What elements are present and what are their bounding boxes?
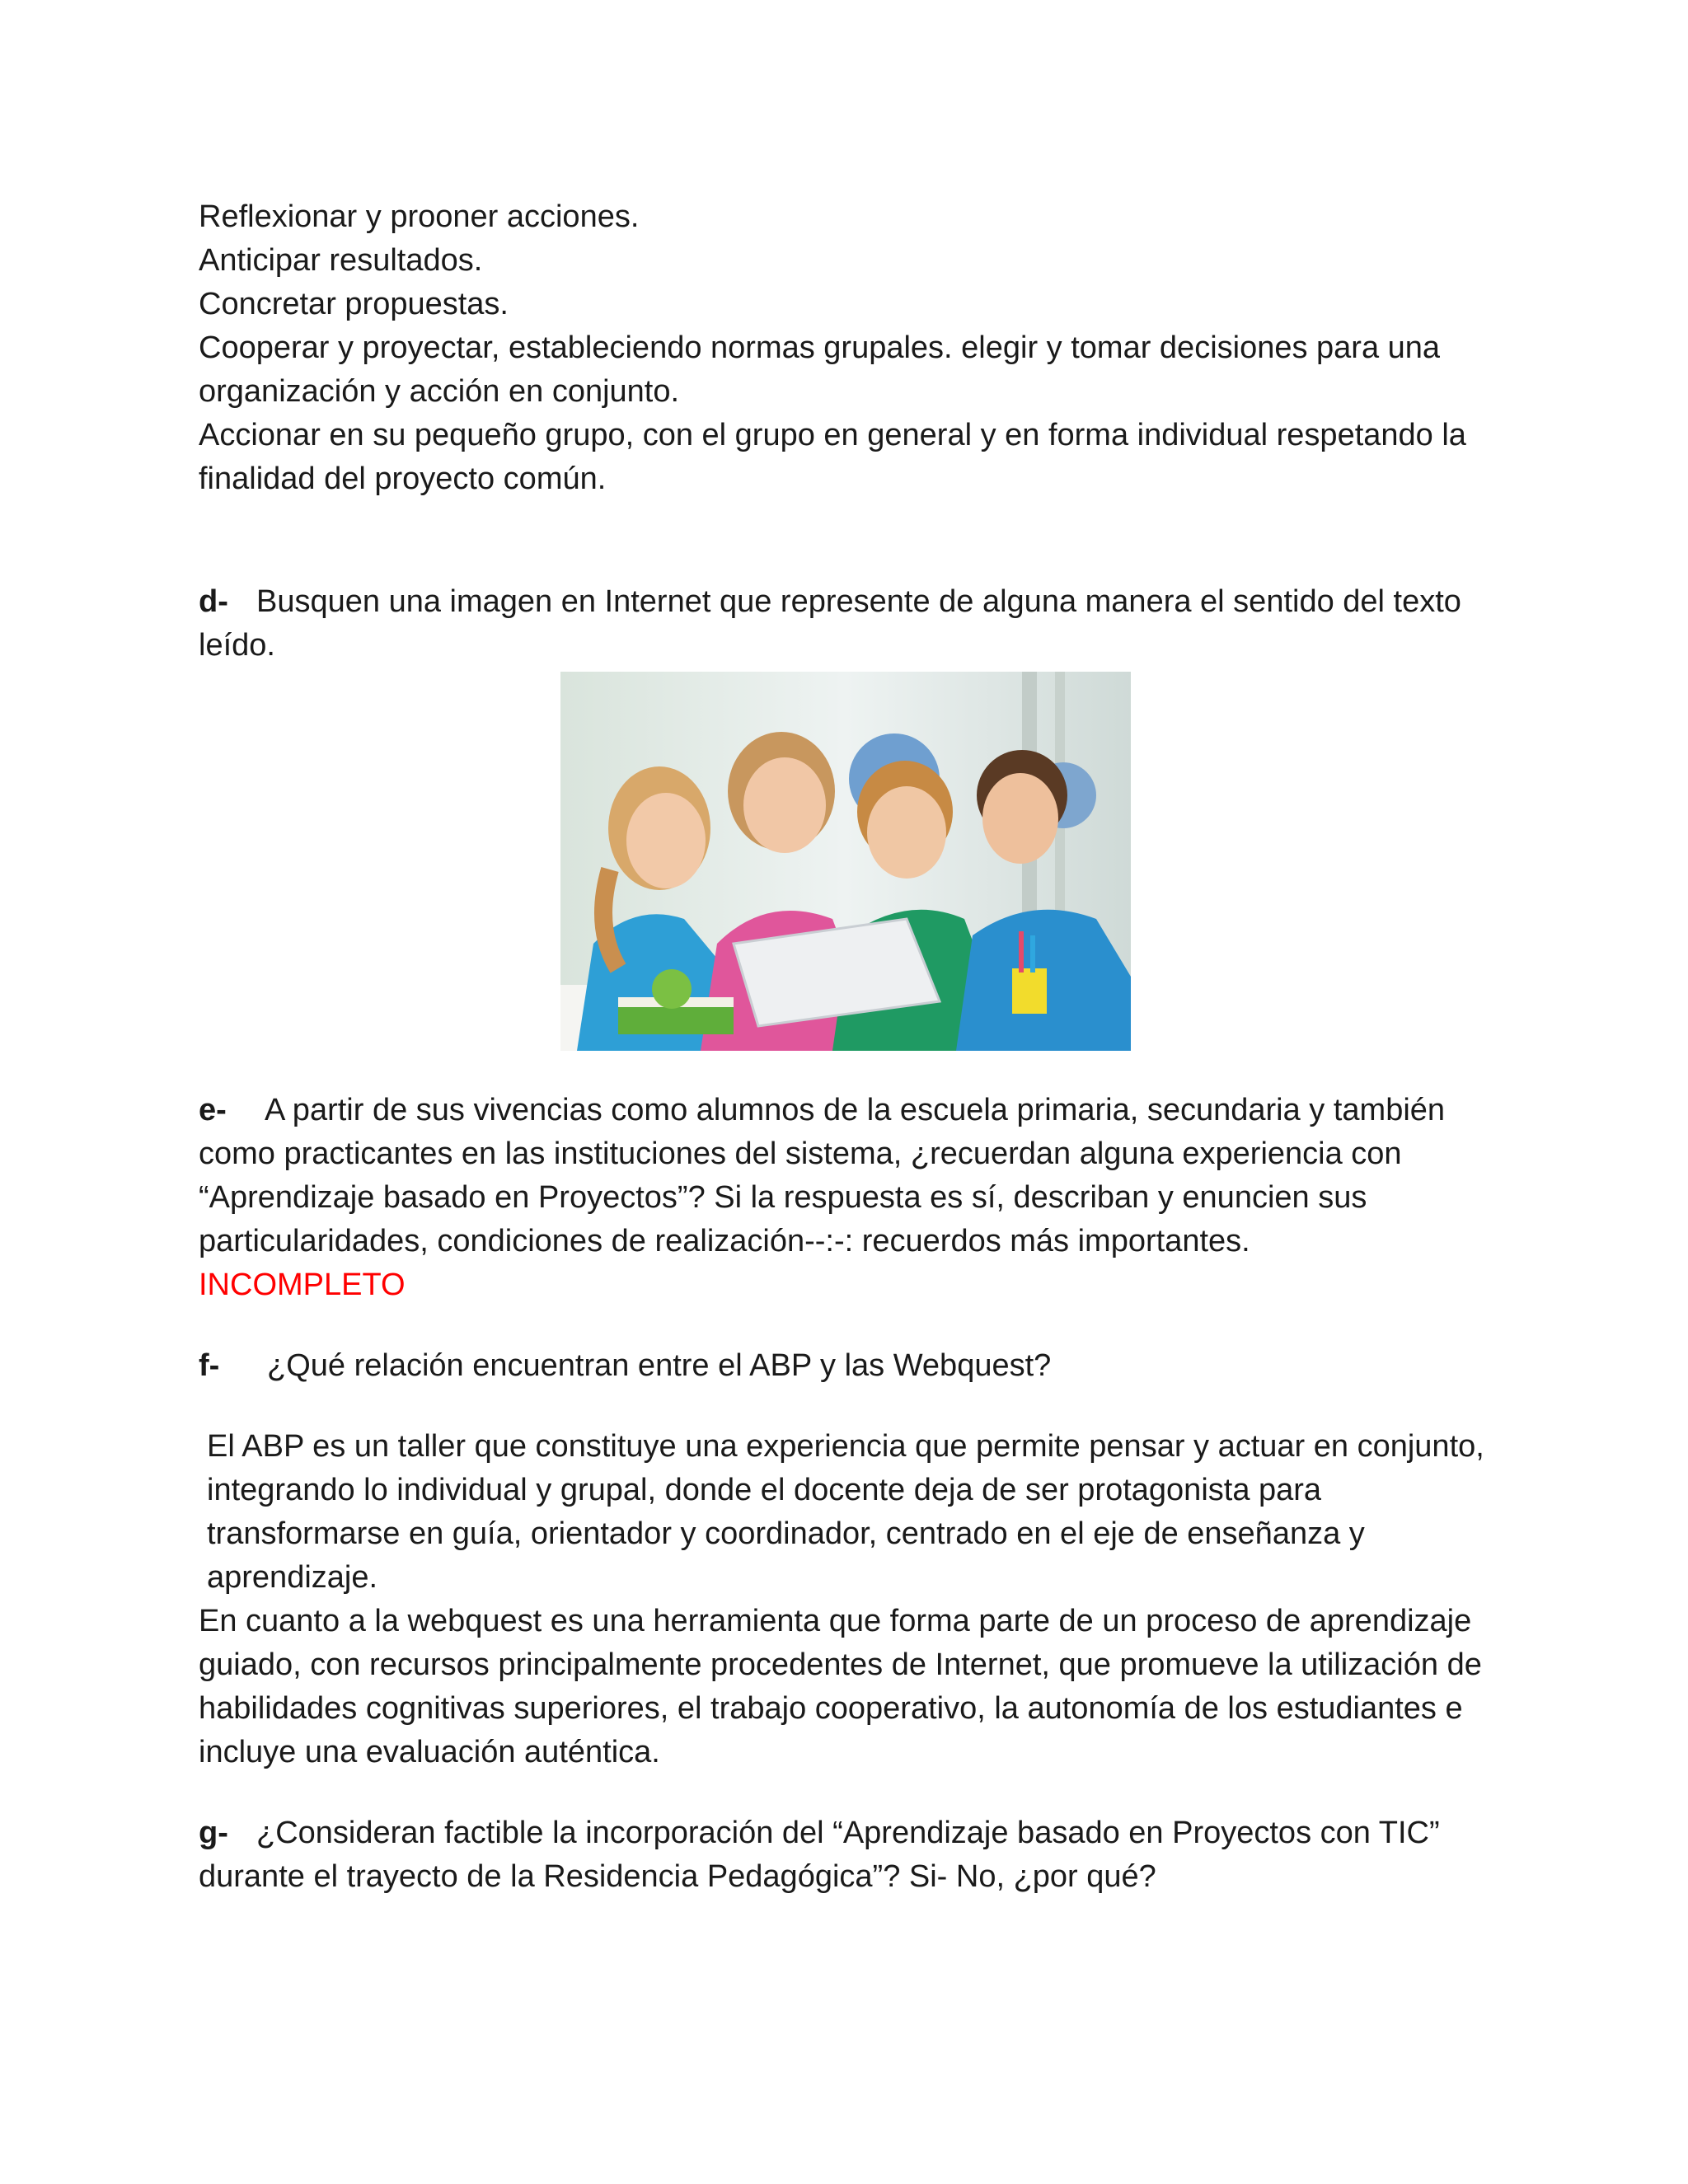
question-e-text: A partir de sus vivencias como alumnos de la escuela primaria, secundaria y también como practicantes en las instituciones del sistema, ¿recuerdan alguna experiencia con “Aprendizaje basado en Proyectos”? Si la respuesta es sí, describan y enuncien sus particularidades, condiciones de realización--:-: recuerdos más importantes. <box>199 1093 1446 1258</box>
list-item: Reflexionar y prooner acciones. <box>199 199 640 234</box>
question-f <box>199 1344 1484 1388</box>
question-f-text: ¿Qué relación encuentran entre el ABP y las Webquest? <box>267 1348 1052 1383</box>
question-e <box>199 1089 1484 1263</box>
question-f-label: f- <box>199 1348 220 1383</box>
children-laptop-photo <box>560 672 1131 1051</box>
list-item: Accionar en su pequeño grupo, con el grupo en general y en forma individual respetando la finalidad del proyecto común. <box>199 418 1466 496</box>
question-e-label: e- <box>199 1093 227 1127</box>
list-item: Concretar propuestas. <box>199 287 509 321</box>
answer-f-paragraph: En cuanto a la webquest es una herramienta que forma parte de un proceso de aprendizaje guiado, con recursos principalmente procedentes de Internet, que promueve la utilización de habilidades cognitivas superiores, el trabajo cooperativo, la autonomía de los estudiantes e incluye una evaluación auténtica. <box>199 1604 1482 1769</box>
list-item: Anticipar resultados. <box>199 243 483 278</box>
answer-f-paragraph: El ABP es un taller que constituye una experiencia que permite pensar y actuar en conjunto, integrando lo individual y grupal, donde el docente deja de ser protagonista para transformarse en guía, orientador y coordinador, centrado en el eje de enseñanza y aprendizaje. <box>207 1429 1484 1595</box>
incomplete-status: INCOMPLETO <box>199 1268 406 1302</box>
question-g-label: g- <box>199 1816 228 1850</box>
question-d <box>199 580 1484 668</box>
question-g-text: ¿Consideran factible la incorporación del “Aprendizaje basado en Proyectos con TIC” durante el trayecto de la Residencia Pedagógica”? Si- No, ¿por qué? <box>199 1816 1440 1894</box>
question-g <box>199 1811 1484 1899</box>
question-d-label: d- <box>199 584 228 619</box>
photo-children-with-laptop-icon <box>560 672 1131 1051</box>
question-d-text: Busquen una imagen en Internet que represente de alguna manera el sentido del texto leído. <box>199 584 1461 663</box>
list-item: Cooperar y proyectar, estableciendo normas grupales. elegir y tomar decisiones para una organización y acción en conjunto. <box>199 330 1441 409</box>
document-body <box>199 195 1484 1899</box>
